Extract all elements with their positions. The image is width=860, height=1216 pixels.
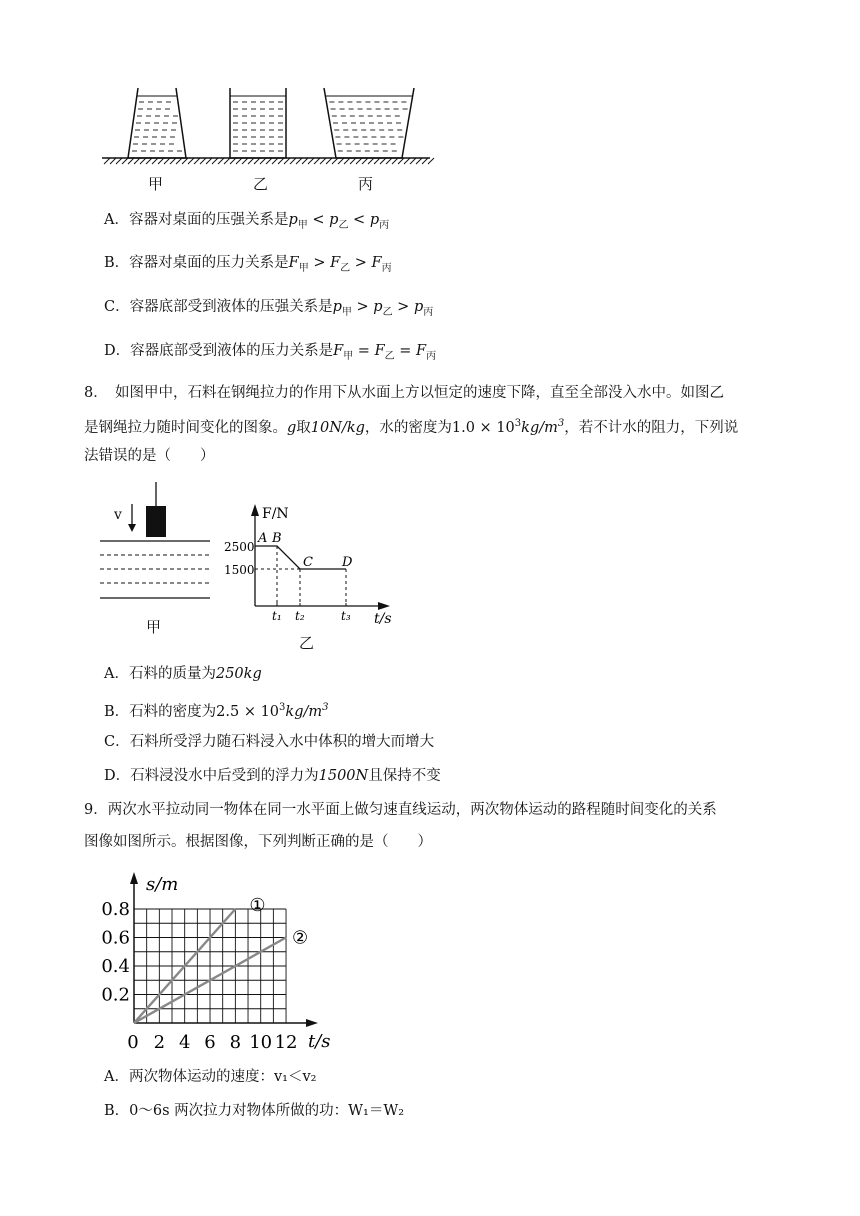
q7-option-b[interactable]: B．容器对桌面的压力关系是$F_甲 > F_乙 > F_丙$ xyxy=(104,255,392,274)
q9-option-b[interactable]: B．0～6s 两次拉力对物体所做的功：W₁＝W₂ xyxy=(104,1103,405,1119)
q8-option-b[interactable]: B．石料的密度为$2.5 \times 10^3kg/m^3$ xyxy=(104,702,329,720)
label-jia: 甲 xyxy=(148,175,164,193)
q8-yi-xtick-t3: t₃ xyxy=(341,609,351,623)
x-tick-label: 12 xyxy=(274,1032,298,1053)
q8-option-d[interactable]: D．石料浸没水中后受到的浮力为1500N且保持不变 xyxy=(104,768,441,784)
label-bing: 丙 xyxy=(358,175,374,193)
q7-option-a[interactable]: A．容器对桌面的压强关系是$p_甲 < p_乙 < p_丙$ xyxy=(104,212,390,231)
y-tick-label: 0.6 xyxy=(101,927,130,949)
q8-label-yi: 乙 xyxy=(299,634,315,652)
y-tick-label: 0.2 xyxy=(101,984,130,1006)
q8-yi-point-d: D xyxy=(342,555,353,570)
q8-figure-yi xyxy=(222,496,422,636)
q8-option-c[interactable]: C．石料所受浮力随石料浸入水中体积的增大而增大 xyxy=(104,734,435,750)
chart-labels xyxy=(101,874,330,1053)
label-yi: 乙 xyxy=(253,175,269,193)
q8-stem-line1: 8． 如图甲中，石料在钢绳拉力的作用下从水面上方以恒定的速度下降，直至全部没入水中。如图乙 xyxy=(84,385,724,401)
series-label-1: ① xyxy=(249,895,266,916)
q7-option-c[interactable]: C．容器底部受到液体的压强关系是$p_甲 > p_乙 > p_丙$ xyxy=(104,299,434,318)
q8-yi-xtick-t2: t₂ xyxy=(295,609,305,623)
x-tick-label: 6 xyxy=(204,1032,216,1053)
x-tick-label: 2 xyxy=(153,1032,166,1053)
q8-label-jia: 甲 xyxy=(146,618,162,636)
q9-stem-line1: 9．两次水平拉动同一物体在同一水平面上做匀速直线运动，两次物体运动的路程随时间变化的关系 xyxy=(84,802,717,818)
q8-yi-point-b: B xyxy=(272,531,282,546)
q8-option-a[interactable]: A．石料的质量为250kg xyxy=(104,666,262,682)
q8-v-label: v xyxy=(114,507,122,523)
q7-option-d[interactable]: D．容器底部受到液体的压力关系是$F_甲 = F_乙 = F_丙$ xyxy=(104,343,437,362)
q8-yi-point-a: A xyxy=(258,531,268,546)
x-tick-label: 4 xyxy=(178,1032,191,1053)
q8-stem-line3: 法错误的是（ ） xyxy=(84,448,215,464)
container-bing xyxy=(324,88,414,158)
chart-grid xyxy=(134,909,286,1023)
container-yi xyxy=(230,88,286,158)
y-tick-label: 0.4 xyxy=(101,956,130,977)
q9-option-a[interactable]: A．两次物体运动的速度：v₁＜v₂ xyxy=(104,1069,317,1085)
q8-yi-xlabel: t/s xyxy=(374,611,392,627)
q8-yi-ytick-2500: 2500 xyxy=(224,540,255,554)
x-axis-label: t/s xyxy=(308,1031,331,1052)
q8-yi-ytick-1500: 1500 xyxy=(224,563,255,577)
q9-stem-line2: 图像如图所示。根据图像，下列判断正确的是（ ） xyxy=(84,834,432,850)
y-axis-label: s/m xyxy=(146,874,179,895)
q8-yi-point-c: C xyxy=(303,555,313,570)
q8-yi-ylabel: F/N xyxy=(262,506,289,522)
q8-figure-jia xyxy=(96,478,226,608)
container-jia xyxy=(128,88,186,158)
x-tick-label: 0 xyxy=(127,1032,139,1053)
chart-axes xyxy=(130,872,318,1027)
q8-stem-line2: 是钢绳拉力随时间变化的图象。g取10N/kg，水的密度为$1.0 \times 10^3kg/m^3$，若不计水的阻力，下列说 xyxy=(84,418,739,436)
q8-yi-xtick-t1: t₁ xyxy=(272,609,282,623)
y-tick-label: 0.8 xyxy=(101,899,130,920)
x-tick-label: 10 xyxy=(249,1032,273,1053)
q9-chart xyxy=(100,866,340,1058)
x-tick-label: 8 xyxy=(229,1032,242,1053)
series-label-2: ② xyxy=(292,927,309,949)
